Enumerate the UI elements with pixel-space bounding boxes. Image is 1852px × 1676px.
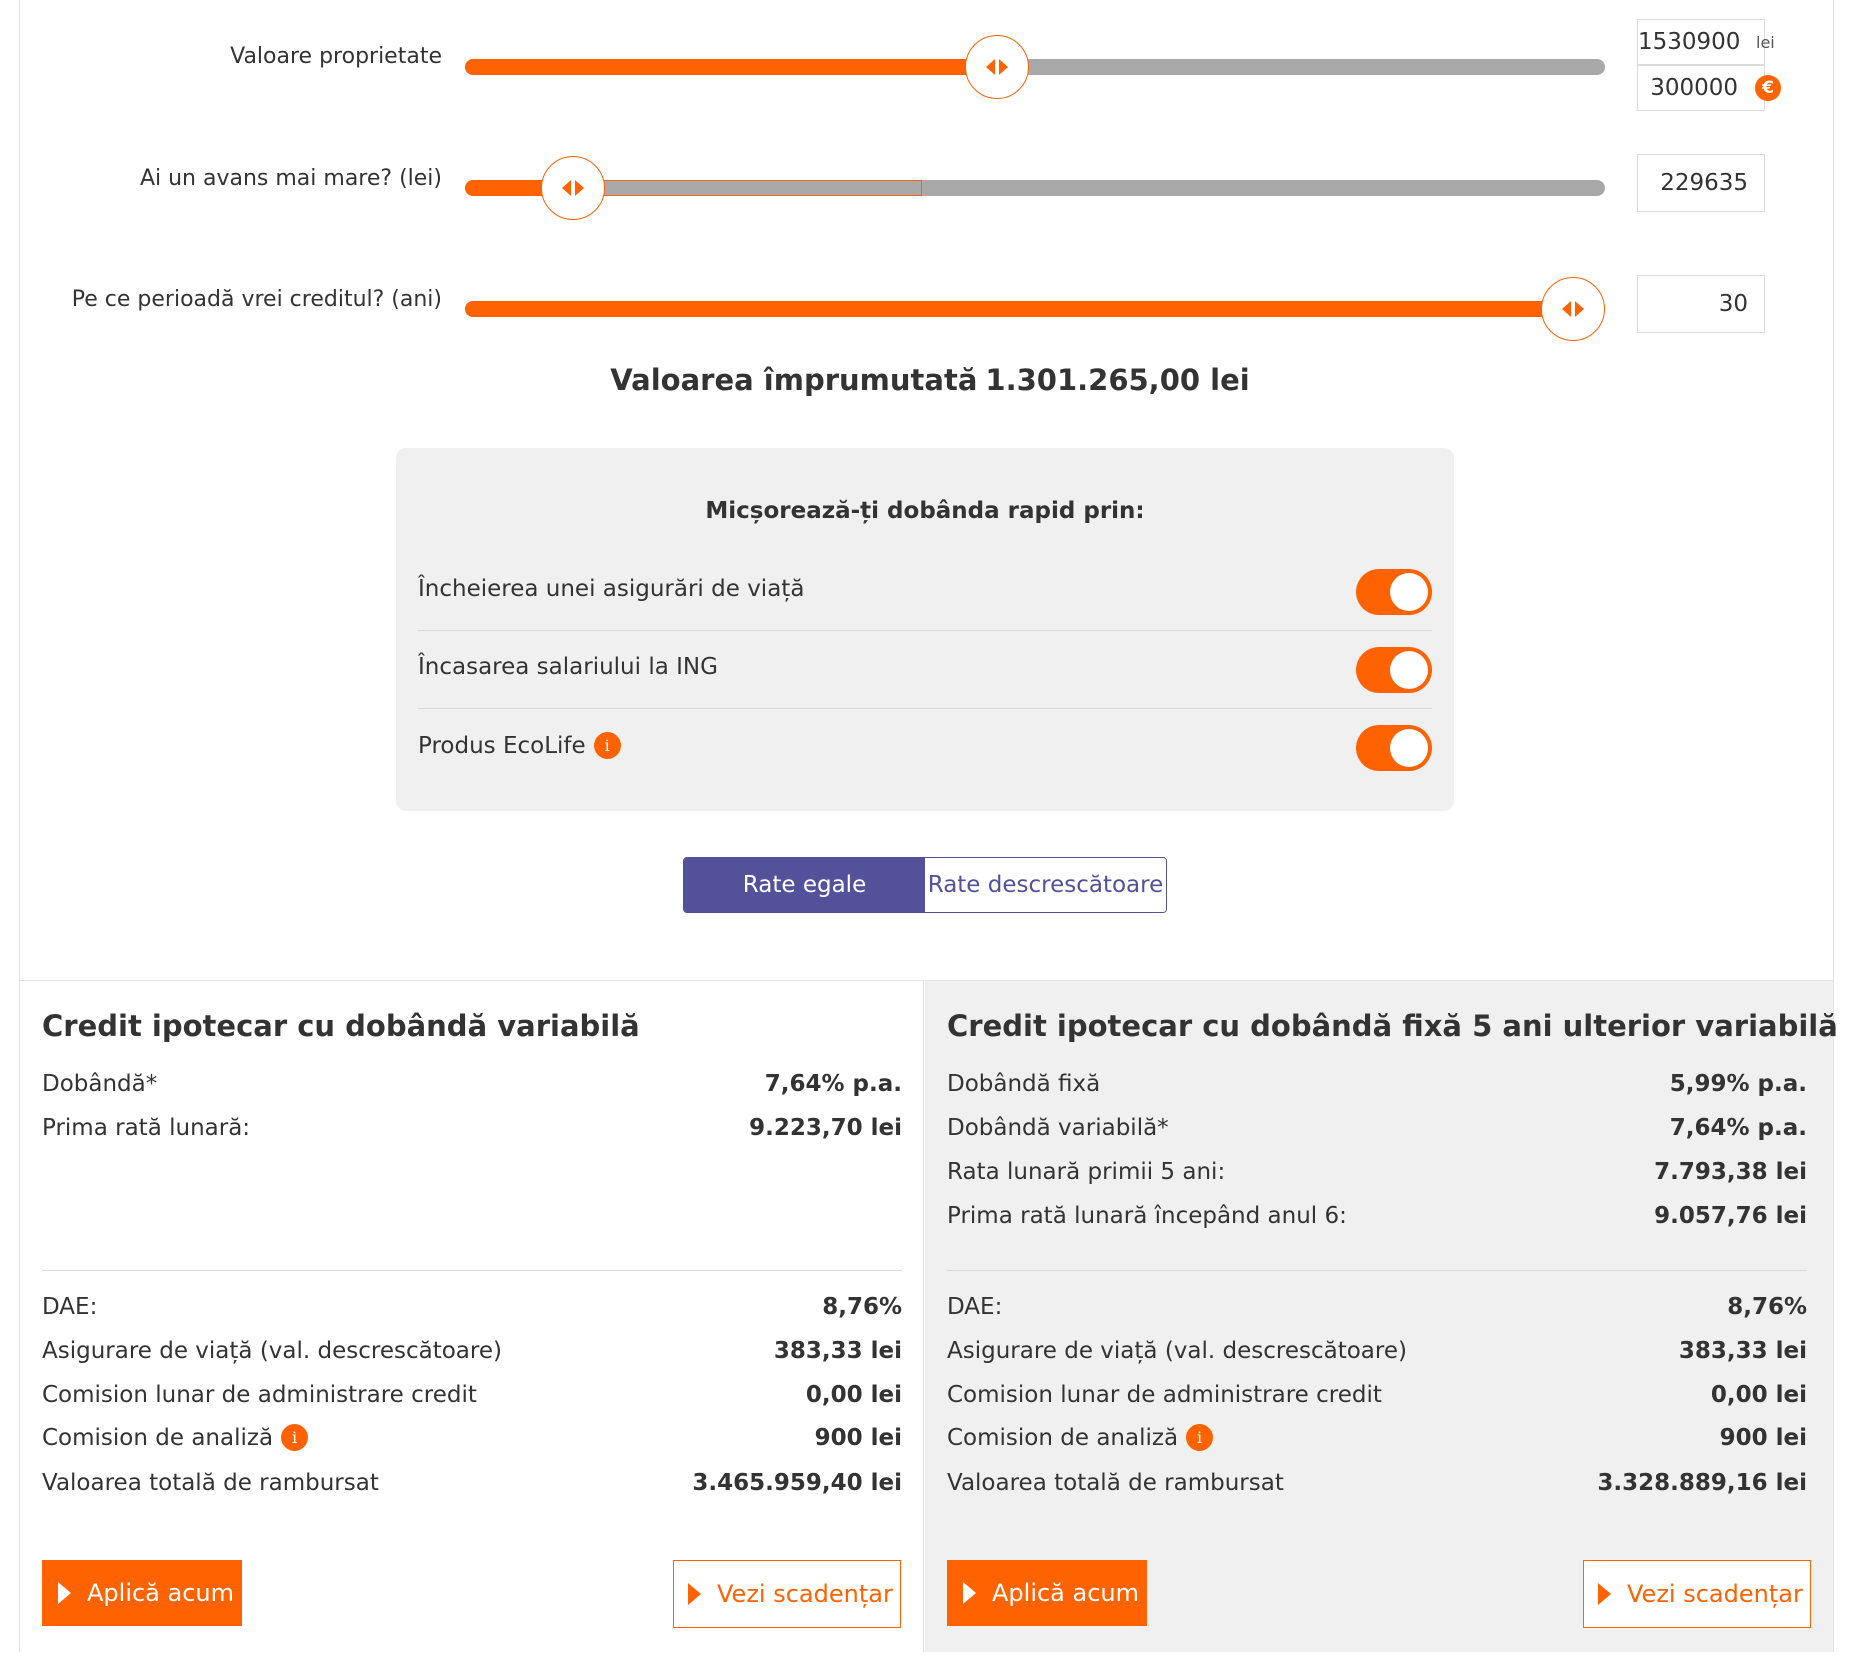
period-label: Pe ce perioadă vrei creditul? (ani) — [71, 287, 442, 312]
fixed-rate-offer-panel — [925, 980, 1838, 1652]
offer-row — [947, 1424, 1807, 1451]
euro-icon: € — [1755, 75, 1781, 101]
downpayment-slider-handle[interactable] — [541, 156, 605, 220]
row-value: 7,64% p.a. — [1669, 1115, 1807, 1141]
loan-total-label: Valoarea împrumutată — [610, 363, 978, 397]
period-input[interactable]: 30 — [1637, 275, 1765, 333]
row-label: Rata lunară primii 5 ani: — [947, 1159, 1226, 1185]
row-label: Valoarea totală de rambursat — [42, 1470, 379, 1496]
play-icon — [688, 1583, 701, 1605]
view-schedule-label: Vezi scadențar — [1627, 1580, 1803, 1608]
row-label: Dobândă variabilă* — [947, 1115, 1169, 1141]
row-value: 7,64% p.a. — [764, 1071, 902, 1097]
offer-title: Credit ipotecar cu dobândă fixă 5 ani ulterior variabilă — [947, 1009, 1838, 1043]
row-label: Prima rată lunară începând anul 6: — [947, 1203, 1347, 1229]
period-slider-handle[interactable] — [1541, 277, 1605, 341]
property-value-slider-fill — [465, 59, 1001, 75]
row-label: Valoarea totală de rambursat — [947, 1470, 1284, 1496]
toggle-knob — [1390, 573, 1428, 611]
play-icon — [1598, 1583, 1611, 1605]
downpayment-input[interactable]: 229635 — [1637, 154, 1765, 212]
info-icon[interactable]: i — [594, 732, 621, 759]
divider — [42, 1270, 902, 1271]
discount-row-ecolife — [418, 709, 1432, 787]
offer-row — [947, 1071, 1807, 1097]
offer-row — [42, 1071, 902, 1097]
row-label: Comision lunar de administrare credit — [42, 1382, 477, 1408]
offer-row — [947, 1382, 1807, 1408]
ecolife-toggle[interactable] — [1356, 725, 1432, 771]
arrow-right-icon — [1575, 301, 1584, 317]
row-value: 5,99% p.a. — [1669, 1071, 1807, 1097]
view-schedule-button[interactable] — [673, 1560, 901, 1628]
row-label: Asigurare de viață (val. descrescătoare) — [947, 1338, 1407, 1364]
discount-label: Încasarea salariului la ING — [418, 654, 718, 680]
row-label: Comision de analiză — [947, 1424, 1179, 1451]
offer-row — [947, 1338, 1807, 1364]
row-value: 8,76% — [1727, 1294, 1807, 1320]
row-value: 8,76% — [822, 1294, 902, 1320]
row-value: 3.328.889,16 lei — [1597, 1470, 1807, 1496]
decreasing-rates-button[interactable]: Rate descrescătoare — [925, 858, 1166, 912]
view-schedule-button[interactable] — [1583, 1560, 1811, 1628]
offer-row — [42, 1115, 902, 1141]
row-label: Dobândă fixă — [947, 1071, 1101, 1097]
life-insurance-toggle[interactable] — [1356, 569, 1432, 615]
offer-row — [42, 1294, 902, 1320]
row-value: 383,33 lei — [1678, 1338, 1807, 1364]
offer-row — [947, 1203, 1807, 1229]
arrow-left-icon — [1562, 301, 1571, 317]
view-schedule-label: Vezi scadențar — [717, 1580, 893, 1608]
property-value-slider-track[interactable] — [465, 59, 1605, 75]
arrow-left-icon — [986, 59, 995, 75]
row-label: Asigurare de viață (val. descrescătoare) — [42, 1338, 502, 1364]
row-value: 900 lei — [1719, 1424, 1807, 1451]
arrow-left-icon — [562, 180, 571, 196]
offer-row — [947, 1115, 1807, 1141]
period-slider-fill — [465, 301, 1605, 317]
offer-row — [947, 1294, 1807, 1320]
interest-discount-box — [396, 448, 1454, 811]
discount-label: Produs EcoLife — [418, 732, 586, 759]
row-label: Prima rată lunară: — [42, 1115, 251, 1141]
play-icon — [963, 1582, 976, 1604]
info-icon[interactable]: i — [281, 1424, 308, 1451]
discount-row-life-insurance — [418, 553, 1432, 631]
salary-toggle[interactable] — [1356, 647, 1432, 693]
toggle-knob — [1390, 651, 1428, 689]
row-label: Comision lunar de administrare credit — [947, 1382, 1382, 1408]
offer-row — [42, 1338, 902, 1364]
toggle-knob — [1390, 729, 1428, 767]
offer-row — [42, 1424, 902, 1451]
row-value: 383,33 lei — [773, 1338, 902, 1364]
divider — [947, 1270, 1807, 1271]
row-label: Comision de analiză — [42, 1424, 274, 1451]
info-icon[interactable]: i — [1186, 1424, 1213, 1451]
downpayment-slider-track[interactable] — [465, 180, 1605, 196]
rate-mode-switch — [683, 857, 1167, 913]
arrow-right-icon — [999, 59, 1008, 75]
row-value: 9.057,76 lei — [1654, 1203, 1807, 1229]
row-label: Dobândă* — [42, 1071, 158, 1097]
play-icon — [58, 1582, 71, 1604]
variable-rate-offer-panel — [20, 980, 924, 1652]
apply-now-label: Aplică acum — [992, 1579, 1140, 1607]
row-label: DAE: — [947, 1294, 1003, 1320]
downpayment-min-marker — [573, 180, 922, 196]
property-value-lei-input[interactable]: 1530900 — [1637, 19, 1765, 65]
discount-label: Încheierea unei asigurări de viață — [418, 576, 805, 602]
downpayment-label: Ai un avans mai mare? (lei) — [139, 166, 442, 191]
offer-row — [42, 1470, 902, 1496]
apply-now-button[interactable] — [42, 1560, 242, 1626]
apply-now-label: Aplică acum — [87, 1579, 235, 1607]
row-label: DAE: — [42, 1294, 98, 1320]
apply-now-button[interactable] — [947, 1560, 1147, 1626]
property-value-eur-input[interactable]: 300000 — [1637, 65, 1765, 111]
discount-row-salary — [418, 631, 1432, 709]
lei-unit-label: lei — [1756, 33, 1775, 52]
row-value: 0,00 lei — [1710, 1382, 1807, 1408]
row-value: 0,00 lei — [805, 1382, 902, 1408]
offer-row — [947, 1159, 1807, 1185]
arrow-right-icon — [575, 180, 584, 196]
equal-rates-button[interactable]: Rate egale — [684, 858, 925, 912]
loan-total — [0, 363, 1852, 397]
row-value: 3.465.959,40 lei — [692, 1470, 902, 1496]
loan-total-value: 1.301.265,00 lei — [985, 363, 1250, 397]
period-slider-track[interactable] — [465, 301, 1605, 317]
property-value-slider-handle[interactable] — [965, 35, 1029, 99]
property-value-label: Valoare proprietate — [230, 44, 442, 69]
row-value: 900 lei — [814, 1424, 902, 1451]
offer-title: Credit ipotecar cu dobândă variabilă — [42, 1009, 640, 1043]
offer-row — [42, 1382, 902, 1408]
row-value: 9.223,70 lei — [749, 1115, 902, 1141]
row-value: 7.793,38 lei — [1654, 1159, 1807, 1185]
discount-title: Micșorează-ți dobânda rapid prin: — [705, 498, 1145, 524]
offer-row — [947, 1470, 1807, 1496]
